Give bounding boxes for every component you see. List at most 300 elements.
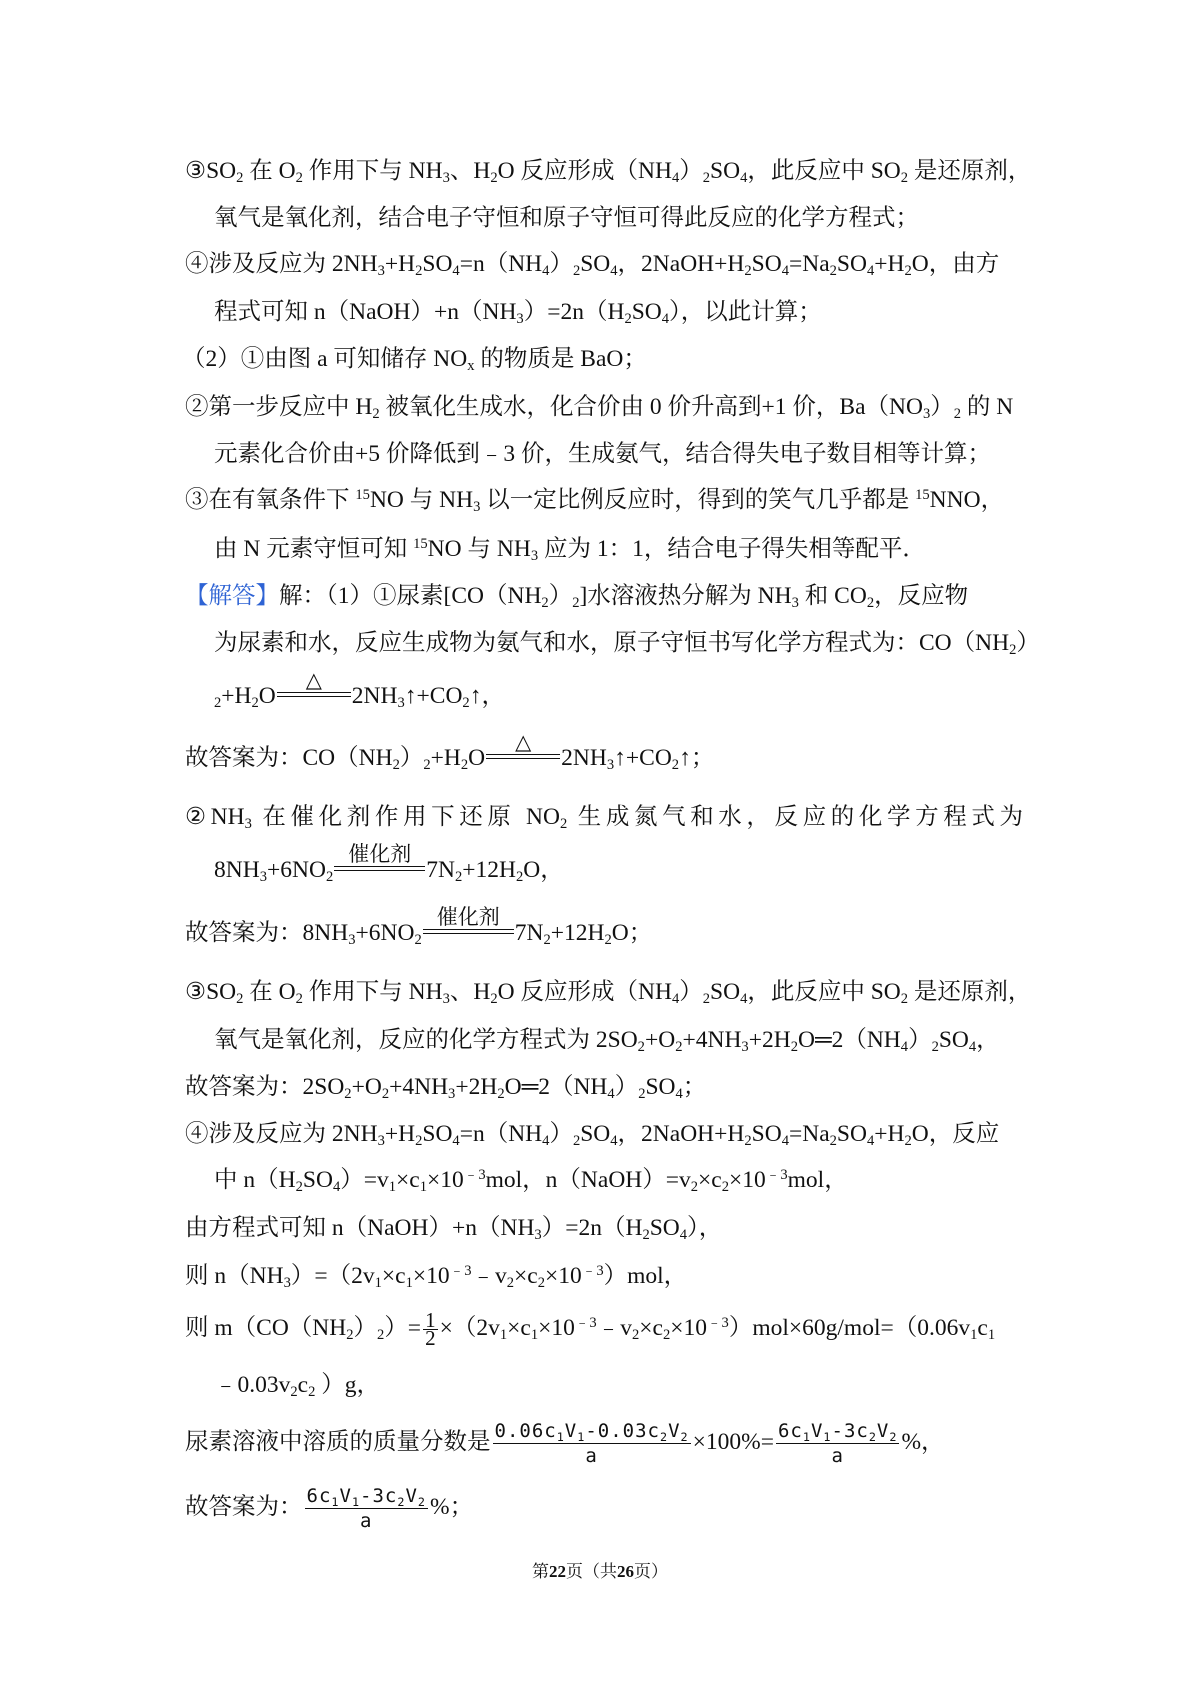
subscript: 2 [868, 1429, 877, 1444]
text-run: %， [901, 1429, 945, 1455]
text-run: ） [930, 394, 954, 420]
text-run: ） [353, 1315, 378, 1341]
analysis-line [182, 344, 647, 374]
superscript: ﹣3 [765, 1167, 788, 1184]
subscript: 2 [866, 595, 875, 612]
text-run: ； [682, 1074, 707, 1100]
text-run: （2）①由图 a 可知储存 NO [182, 346, 468, 372]
denominator [776, 1443, 900, 1468]
subscript: 3 [283, 1275, 291, 1292]
text-run: ×c [514, 1263, 538, 1289]
text-run: 氧气是氧化剂，反应的化学方程式为 2SO [214, 1027, 638, 1053]
answer-line [214, 628, 1040, 658]
text-run: +4NH [682, 1027, 742, 1053]
superscript: ﹣3 [574, 1315, 597, 1332]
double-line-equals [423, 929, 514, 934]
text-run: O 反应形成（NH [497, 158, 672, 184]
text-run: a [360, 1510, 373, 1533]
text-run: ×10 [538, 1315, 575, 1341]
subscript: 2 [290, 1384, 298, 1401]
subscript: 2 [460, 757, 469, 774]
text-run: ↑； [679, 745, 715, 771]
subscript: 2 [325, 869, 334, 886]
subscript: 2 [346, 1327, 354, 1344]
page-footer [0, 1561, 1200, 1583]
text-run: ，此反应中 SO [747, 979, 901, 1005]
text-run: O [468, 745, 486, 771]
text-run: V [668, 1420, 681, 1443]
subscript: 2 [377, 1327, 385, 1344]
subscript: 2 [904, 263, 912, 280]
numerator [493, 1419, 691, 1443]
subscript: 2 [1009, 642, 1017, 659]
text-run: ×10 [545, 1263, 582, 1289]
subscript: 2 [662, 1327, 671, 1344]
subscript: 1 [987, 1327, 996, 1344]
subscript: 2 [659, 1429, 669, 1444]
subscript: 2 [295, 991, 303, 1008]
superscript: 15 [915, 487, 930, 504]
subscript: 2 [417, 1494, 426, 1509]
condition-label: △ [515, 731, 532, 754]
analysis-line [185, 249, 999, 279]
subscript: 3 [377, 263, 385, 280]
subscript: 1 [351, 1494, 361, 1509]
denominator [493, 1443, 691, 1468]
subscript: 2 [829, 263, 837, 280]
text-run: O， [523, 857, 564, 883]
superscript: 15 [413, 536, 428, 553]
text-run: 程式可知 n（NaOH）+n（NH [214, 299, 517, 325]
text-run: +2H [455, 1074, 498, 1100]
text-run: 0.06c [494, 1420, 557, 1443]
text-run: 、H [449, 979, 491, 1005]
text-run: =n（NH [459, 251, 543, 277]
subscript: 2 [236, 991, 244, 1008]
text-run: V [876, 1420, 890, 1443]
text-run: 8NH [214, 857, 260, 883]
text-run: ，此反应中 SO [747, 158, 901, 184]
subscript: 2 [454, 869, 463, 886]
denominator [305, 1508, 429, 1533]
answer-line [185, 1213, 722, 1243]
subscript: 3 [606, 757, 615, 774]
subscript: 1 [577, 1429, 586, 1444]
subscript: 3 [473, 499, 481, 516]
subscript: 4 [542, 1133, 550, 1150]
text-run: mol， [787, 1167, 848, 1193]
subscript: 2 [604, 932, 612, 949]
text-run: c [297, 1372, 309, 1398]
subscript: 1 [530, 1327, 539, 1344]
answer-line [185, 1072, 706, 1102]
text-run: ），以此计算； [669, 299, 822, 325]
subscript: 2 [295, 1179, 303, 1196]
fraction [776, 1419, 900, 1468]
text-run: a [585, 1445, 598, 1468]
text-run: ） [549, 251, 573, 277]
text-run: 2 [425, 1326, 436, 1351]
answer-line [185, 1485, 474, 1533]
double-line-equals [486, 754, 560, 759]
subscript: 2 [702, 991, 711, 1008]
text-run: 2NH [351, 683, 398, 709]
subscript: 2 [515, 869, 524, 886]
text-run: 中 n（H [214, 1167, 296, 1193]
subscript: 2 [829, 1133, 837, 1150]
subscript: 1 [388, 1179, 397, 1196]
text-run: SO [836, 1121, 867, 1147]
subscript: 4 [900, 1039, 909, 1056]
subscript: 2 [721, 1179, 730, 1196]
fraction [423, 1308, 438, 1351]
subscript: 4 [740, 991, 748, 1008]
subscript: 2 [637, 1039, 645, 1056]
subscript: 2 [642, 1227, 650, 1244]
text-run: -3c [360, 1485, 398, 1508]
text-run: SO [631, 299, 662, 325]
subscript: 2 [572, 1133, 581, 1150]
subscript: 2 [900, 170, 909, 187]
text-run: SO [836, 251, 867, 277]
current-page-number: 22 [549, 1562, 566, 1581]
text-run: ②第一步反应中 H [185, 394, 373, 420]
text-run: 则 n（NH [185, 1263, 284, 1289]
text-run: 7N [426, 857, 455, 883]
subscript: 3 [348, 932, 356, 949]
page-label-middle: 页（共 [566, 1562, 617, 1581]
analysis-line [185, 156, 1031, 186]
text-run: 是还原剂， [908, 979, 1032, 1005]
subscript: 4 [671, 991, 680, 1008]
subscript: 2 [344, 1086, 352, 1103]
text-run: SO [710, 979, 741, 1005]
subscript: 4 [452, 263, 460, 280]
subscript: 3 [791, 595, 799, 612]
text-run: 作用下与 NH [302, 158, 443, 184]
answer-label: 【解答】 [185, 583, 279, 609]
text-run: SO [580, 1121, 611, 1147]
text-run: ，2NaOH+H [617, 251, 745, 277]
subscript: 2 [214, 695, 222, 712]
text-run: =Na [788, 1121, 830, 1147]
subscript: 3 [244, 816, 252, 833]
subscript: 2 [372, 406, 380, 423]
text-run: ﹣v [471, 1263, 507, 1289]
subscript: 1 [331, 1494, 340, 1509]
subscript: 2 [392, 757, 400, 774]
text-run: SO [580, 251, 611, 277]
text-run: 6c [306, 1485, 332, 1508]
text-run: O 反应形成（NH [497, 979, 672, 1005]
text-run: ×（2v [439, 1315, 500, 1341]
subscript: 1 [405, 1275, 413, 1292]
equation-line [214, 669, 505, 712]
text-run: +2H [748, 1027, 791, 1053]
subscript: 2 [506, 1275, 515, 1292]
subscript: 4 [781, 263, 789, 280]
text-run: SO [645, 1074, 676, 1100]
text-run: 2NH [561, 745, 607, 771]
text-run: ）= [384, 1315, 422, 1341]
subscript: 2 [414, 932, 422, 949]
text-run: ×100%= [692, 1429, 774, 1455]
analysis-line [214, 203, 919, 233]
text-run: 生成氮气和水，反应的化学方程式为 [567, 804, 1024, 830]
text-run: SO [422, 1121, 453, 1147]
text-run: 故答案为：2SO [185, 1074, 345, 1100]
text-run: ） [549, 1121, 573, 1147]
subscript: 4 [332, 1179, 341, 1196]
text-run: ） [908, 1027, 932, 1053]
page-label-suffix: 页） [634, 1562, 668, 1581]
subscript: 2 [624, 311, 632, 328]
text-run: 由方程式可知 n（NaOH）+n（NH [185, 1215, 535, 1241]
subscript: 4 [968, 1039, 977, 1056]
text-run: 7N [514, 920, 544, 946]
text-run: +O [644, 1027, 676, 1053]
analysis-line [214, 534, 926, 564]
text-run: NNO， [929, 487, 1005, 513]
text-run: 故答案为：CO（NH [185, 745, 393, 771]
subscript: 2 [490, 170, 498, 187]
text-run: ×c [396, 1167, 420, 1193]
text-run: 则 m（CO（NH [185, 1315, 347, 1341]
analysis-line [214, 297, 822, 327]
subscript: 1 [374, 1275, 382, 1292]
text-run: 由 N 元素守恒可知 [214, 536, 414, 562]
text-run: 氧气是氧化剂，结合电子守恒和原子守恒可得此反应的化学方程式； [214, 205, 919, 231]
text-run: %； [430, 1494, 474, 1520]
subscript: 4 [661, 311, 670, 328]
text-run: SO [938, 1027, 969, 1053]
numerator [776, 1419, 900, 1443]
text-run: 作用下与 NH [302, 979, 443, 1005]
text-run: O═2（NH [504, 1074, 608, 1100]
subscript: 4 [452, 1133, 460, 1150]
text-run: SO [751, 251, 782, 277]
text-run: ， [976, 1027, 1000, 1053]
text-run: ↑+CO [404, 683, 463, 709]
total-pages-number: 26 [617, 1562, 634, 1581]
equation-line [214, 843, 564, 886]
text-run: NO 与 NH [427, 536, 531, 562]
superscript: 15 [355, 487, 370, 504]
text-run: +12H [550, 920, 605, 946]
denominator [423, 1326, 438, 1351]
text-run: ②NH [185, 804, 245, 830]
text-run: 、H [449, 158, 491, 184]
superscript: ﹣3 [581, 1263, 604, 1280]
subscript: 4 [866, 1133, 875, 1150]
subscript: 3 [534, 1227, 542, 1244]
text-run: ）=（2v [290, 1263, 375, 1289]
subscript: 2 [638, 1086, 646, 1103]
condition-label: 催化剂 [436, 906, 500, 929]
text-run: SO [710, 158, 741, 184]
text-run: 应为 1：1，结合电子得失相等配平． [538, 536, 926, 562]
subscript: 2 [308, 1384, 316, 1401]
text-run: ﹣v [596, 1315, 632, 1341]
subscript: 2 [537, 1275, 545, 1292]
text-run: SO [422, 251, 453, 277]
subscript: 3 [530, 548, 539, 565]
text-run: ）=v [340, 1167, 389, 1193]
text-run: +H [874, 1121, 905, 1147]
text-run: ） [399, 745, 424, 771]
text-run: ） [679, 158, 703, 184]
answer-line [185, 977, 1031, 1007]
text-run: SO [751, 1121, 782, 1147]
subscript: 2 [423, 757, 431, 774]
subscript: 2 [295, 170, 303, 187]
text-run: 被氧化生成水，化合价由 0 价升高到+1 价，Ba（NO [379, 394, 923, 420]
text-run: V [564, 1420, 578, 1443]
text-run: -3c [831, 1420, 869, 1443]
text-run: 故答案为：8NH [185, 920, 349, 946]
subscript: 2 [953, 406, 962, 423]
subscript: 3 [922, 406, 931, 423]
text-run: +H [384, 1121, 416, 1147]
page-label-prefix: 第 [532, 1562, 549, 1581]
text-run: +6NO [355, 920, 415, 946]
text-run: ③在有氧条件下 [185, 487, 356, 513]
text-run: O，由方 [911, 251, 1000, 277]
answer-line [185, 802, 1023, 832]
condition-label: 催化剂 [348, 843, 412, 866]
subscript: 3 [516, 311, 524, 328]
subscript: 3 [397, 695, 405, 712]
subscript: 4 [610, 1133, 618, 1150]
text-run: ，反应物 [874, 583, 969, 609]
subscript: 2 [900, 991, 909, 1008]
subscript: 2 [904, 1133, 912, 1150]
subscript: 2 [631, 1327, 640, 1344]
text-run: 故答案为： [185, 1494, 303, 1520]
subscript: 1 [823, 1429, 832, 1444]
subscript: 1 [419, 1179, 427, 1196]
text-run: 6c [777, 1420, 803, 1443]
reaction-condition [334, 843, 425, 877]
subscript: 3 [442, 170, 450, 187]
text-run: 元素化合价由+5 价降低到﹣3 价，生成氨气，结合得失电子数目相等计算； [214, 441, 992, 467]
equation-line [185, 906, 653, 949]
text-run: 为尿素和水，反应生成物为氨气和水，原子守恒书写化学方程式为：CO（NH [214, 630, 1010, 656]
subscript: 1 [499, 1327, 508, 1344]
text-run: ↑， [469, 683, 505, 709]
text-run: c [977, 1315, 988, 1341]
subscript: x [467, 358, 475, 375]
reaction-condition [486, 731, 560, 765]
text-run: V [405, 1485, 418, 1508]
subscript: 2 [415, 263, 423, 280]
subscript: 4 [781, 1133, 789, 1150]
subscript: 2 [251, 695, 259, 712]
text-run: V [810, 1420, 824, 1443]
subscript: 2 [462, 695, 470, 712]
answer-line [185, 581, 968, 611]
text-run: ×10 [729, 1167, 766, 1193]
subscript: 4 [607, 1086, 615, 1103]
text-run: O； [611, 920, 653, 946]
text-run: ） [1016, 630, 1040, 656]
text-run: ）=2n（H [523, 299, 625, 325]
text-run: a [831, 1445, 844, 1468]
text-run: -0.03c [585, 1420, 660, 1443]
text-run: +6NO [266, 857, 326, 883]
subscript: 2 [931, 1039, 939, 1056]
answer-line [185, 1420, 945, 1468]
subscript: 2 [236, 170, 244, 187]
text-run: +H [430, 745, 461, 771]
text-run: ） [548, 583, 573, 609]
subscript: 2 [790, 1039, 798, 1056]
text-run: ×c [507, 1315, 531, 1341]
subscript: 4 [671, 170, 680, 187]
text-run: 的物质是 BaO； [474, 346, 647, 372]
subscript: 2 [572, 263, 581, 280]
subscript: 4 [866, 263, 875, 280]
text-run: ×c [639, 1315, 663, 1341]
text-run: 是还原剂， [908, 158, 1032, 184]
answer-line [185, 1119, 999, 1149]
subscript: 2 [415, 1133, 423, 1150]
subscript: 2 [397, 1494, 406, 1509]
equation-line [185, 731, 715, 774]
text-run: V [339, 1485, 352, 1508]
text-run: +H [874, 251, 905, 277]
subscript: 2 [680, 1429, 689, 1444]
fraction [493, 1419, 691, 1468]
text-run: ③SO [185, 158, 237, 184]
text-run: ）mol×60g/mol=（0.06v [728, 1315, 971, 1341]
subscript: 4 [740, 170, 748, 187]
subscript: 3 [377, 1133, 385, 1150]
numerator [305, 1484, 429, 1508]
subscript: 2 [572, 595, 580, 612]
text-run: ×10 [670, 1315, 707, 1341]
subscript: 1 [556, 1429, 565, 1444]
text-run: +O [351, 1074, 382, 1100]
text-run: O，反应 [911, 1121, 1000, 1147]
subscript: 1 [802, 1429, 811, 1444]
superscript: ﹣3 [449, 1263, 472, 1280]
fraction [305, 1484, 429, 1533]
subscript: 2 [889, 1429, 898, 1444]
text-run: ↑+CO [614, 745, 672, 771]
text-run: 以一定比例反应时，得到的笑气几乎都是 [480, 487, 916, 513]
subscript: 2 [490, 991, 498, 1008]
text-run: ×c [381, 1263, 406, 1289]
subscript: 1 [970, 1327, 978, 1344]
double-line-equals [277, 692, 351, 697]
subscript: 3 [741, 1039, 749, 1056]
condition-label: △ [305, 669, 322, 692]
text-run: O═2（NH [797, 1027, 901, 1053]
subscript: 2 [381, 1086, 390, 1103]
text-run: ③SO [185, 979, 237, 1005]
subscript: 3 [259, 869, 267, 886]
text-run: =n（NH [459, 1121, 543, 1147]
subscript: 4 [675, 1086, 683, 1103]
text-run: 尿素溶液中溶质的质量分数是 [185, 1429, 491, 1455]
text-run: 解：（1）①尿素[CO（NH [279, 583, 542, 609]
text-run: SO [649, 1215, 680, 1241]
analysis-line [185, 392, 1013, 422]
subscript: 4 [542, 263, 550, 280]
text-run: =Na [788, 251, 830, 277]
text-run: ，2NaOH+H [617, 1121, 745, 1147]
